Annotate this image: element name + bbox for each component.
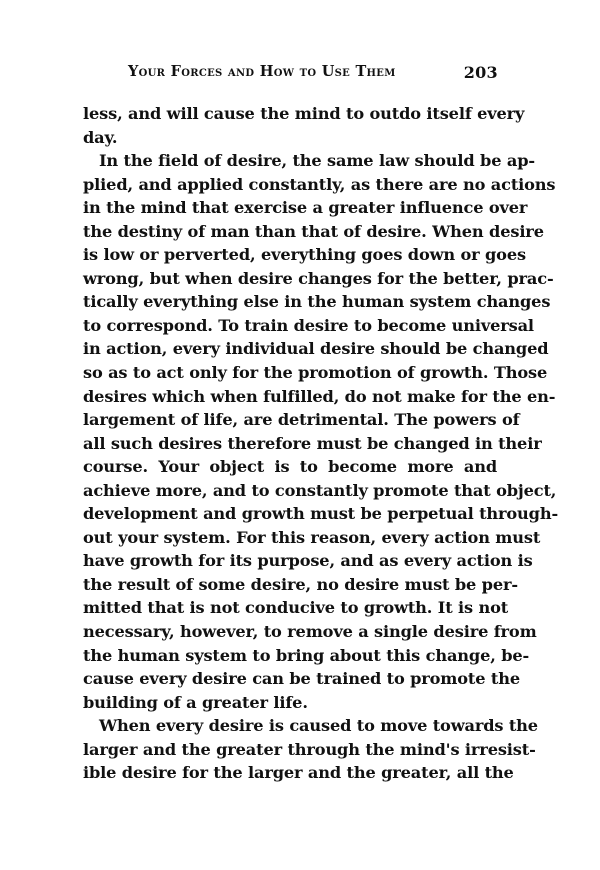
text-line: in action, every individual desire should be changed <box>83 339 549 359</box>
text-line: the destiny of man than that of desire. When desire <box>83 221 544 241</box>
running-title: Your Forces and How to Use Them <box>128 63 396 80</box>
text-line: building of a greater life. <box>83 692 308 712</box>
text-line: have growth for its purpose, and as every action is <box>83 551 533 571</box>
running-header <box>128 63 498 80</box>
text-line: in the mind that exercise a greater influence over <box>83 198 528 218</box>
text-line: plied, and applied constantly, as there are no actions <box>83 174 556 194</box>
text-line: the human system to bring about this change, be- <box>83 645 530 665</box>
text-line: out your system. For this reason, every action must <box>83 527 541 547</box>
text-line: necessary, however, to remove a single desire from <box>83 622 537 642</box>
text-line: cause every desire can be trained to promote the <box>83 669 520 689</box>
text-line: tically everything else in the human system changes <box>83 292 551 312</box>
text-line: day. <box>83 127 118 147</box>
text-line: largement of life, are detrimental. The powers of <box>83 410 520 430</box>
text-line: so as to act only for the promotion of growth. Those <box>83 363 548 383</box>
text-line: larger and the greater through the mind's irresist- <box>83 739 536 759</box>
text-line: desires which when fulfilled, do not make for the en- <box>83 386 556 406</box>
text-line: wrong, but when desire changes for the better, prac- <box>83 268 554 288</box>
page-number: 203 <box>463 63 498 82</box>
text-line: ible desire for the larger and the greater, all the <box>83 763 514 783</box>
page-body-text <box>83 102 559 785</box>
text-line: the result of some desire, no desire must be per- <box>83 574 518 594</box>
text-line: In the field of desire, the same law should be ap- <box>99 151 535 171</box>
text-line: When every desire is caused to move towards the <box>99 716 538 736</box>
text-line: mitted that is not conducive to growth. It is not <box>83 598 509 618</box>
text-line: is low or perverted, everything goes down or goes <box>83 245 526 265</box>
text-line: to correspond. To train desire to become universal <box>83 315 534 335</box>
text-line: course. Your object is to become more and <box>83 457 497 477</box>
text-line: all such desires therefore must be changed in their <box>83 433 542 453</box>
text-line: achieve more, and to constantly promote that object, <box>83 480 557 500</box>
text-line: development and growth must be perpetual through- <box>83 504 559 524</box>
text-line: less, and will cause the mind to outdo itself every <box>83 104 525 123</box>
